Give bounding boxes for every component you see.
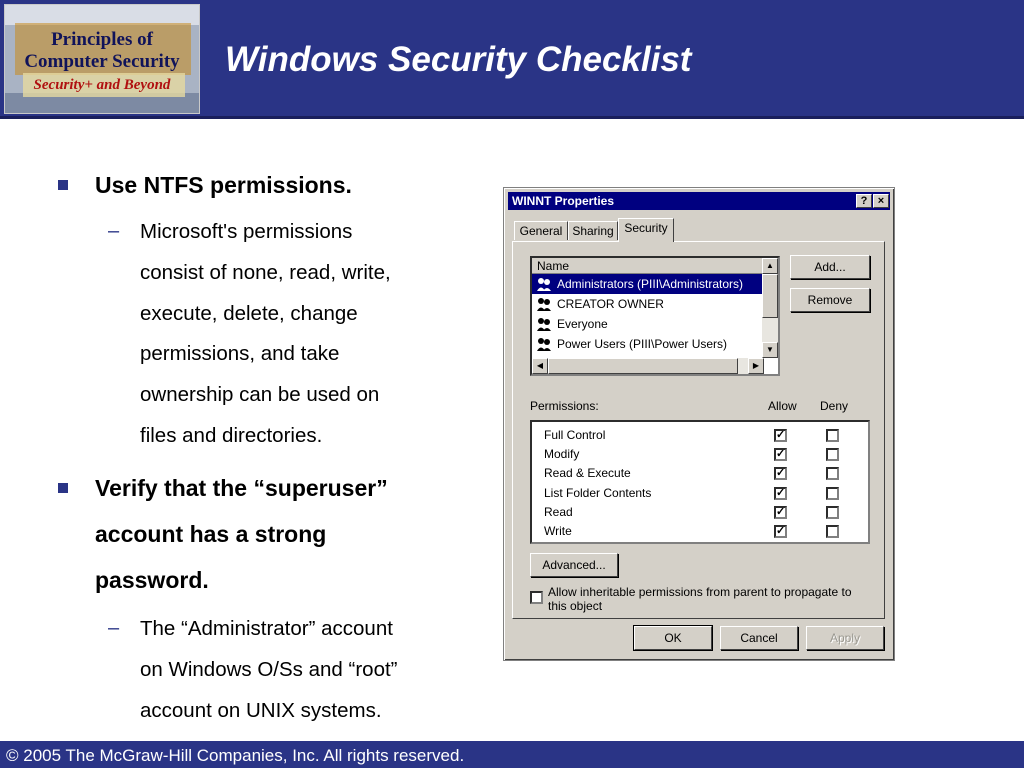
help-button[interactable]: ? xyxy=(856,194,872,208)
scroll-right-arrow-icon[interactable]: ▶ xyxy=(748,358,764,374)
permission-row xyxy=(532,464,868,483)
sub-bullet-1-line: files and directories. xyxy=(140,423,323,447)
column-header-name[interactable]: Name xyxy=(532,258,764,274)
deny-checkbox[interactable] xyxy=(826,467,839,480)
book-logo xyxy=(4,4,200,114)
allow-column-label: Allow xyxy=(768,399,797,413)
user-group-icon xyxy=(536,316,552,332)
advanced-button[interactable]: Advanced... xyxy=(530,553,618,577)
header-divider xyxy=(0,116,1024,119)
list-item[interactable] xyxy=(532,274,764,294)
allow-checkbox[interactable]: ✓ xyxy=(776,525,786,537)
bullet-1-text: Use NTFS permissions. xyxy=(95,172,352,198)
slide-footer xyxy=(0,741,1024,768)
user-group-icon xyxy=(536,296,552,312)
copyright-text: © 2005 The McGraw-Hill Companies, Inc. All rights reserved. xyxy=(6,746,465,765)
sub-bullet-2-line: account on UNIX systems. xyxy=(140,698,382,722)
add-button[interactable]: Add... xyxy=(790,255,870,279)
sub-bullet-2 xyxy=(140,609,485,731)
slide-header xyxy=(0,0,1024,116)
list-item-label: Everyone xyxy=(557,317,608,331)
horizontal-scrollbar[interactable] xyxy=(532,358,764,374)
bullet-2-line: account has a strong xyxy=(95,521,327,547)
sub-bullet-1-line: execute, delete, change xyxy=(140,301,358,325)
scroll-thumb[interactable] xyxy=(762,274,778,318)
scroll-left-arrow-icon[interactable]: ◀ xyxy=(532,358,548,374)
close-button[interactable]: × xyxy=(873,194,889,208)
list-item-label: Power Users (PIII\Power Users) xyxy=(557,337,728,351)
list-item-label: Administrators (PIII\Administrators) xyxy=(557,277,744,291)
logo-line-3: Security+ and Beyond xyxy=(33,77,171,93)
dialog-titlebar[interactable] xyxy=(508,192,890,210)
allow-checkbox[interactable]: ✓ xyxy=(776,429,786,441)
permission-row xyxy=(532,445,868,464)
sub-bullet-1-line: Microsoft's permissions xyxy=(140,220,353,243)
remove-button[interactable]: Remove xyxy=(790,288,870,312)
sub-bullet-1-line: ownership can be used on xyxy=(140,383,380,407)
deny-checkbox[interactable] xyxy=(826,429,839,442)
sub-bullet-dash: – xyxy=(108,617,120,639)
users-listbox[interactable] xyxy=(530,256,780,376)
user-group-icon xyxy=(536,276,552,292)
scroll-up-arrow-icon[interactable]: ▲ xyxy=(762,258,778,274)
vertical-scrollbar[interactable] xyxy=(762,258,778,358)
logo-line-1: Principles of xyxy=(51,29,153,50)
permission-name: Read & Execute xyxy=(544,466,631,481)
sub-bullet-1-line: consist of none, read, write, xyxy=(140,260,391,284)
logo-line-2: Computer Security xyxy=(24,51,180,72)
list-item[interactable] xyxy=(532,314,764,334)
deny-column-label: Deny xyxy=(820,399,849,413)
scroll-down-arrow-icon[interactable]: ▼ xyxy=(762,342,778,358)
apply-button[interactable]: Apply xyxy=(806,626,884,650)
permissions-list xyxy=(530,420,870,544)
permission-name: Full Control xyxy=(544,428,606,442)
permission-row xyxy=(532,503,868,522)
user-group-icon xyxy=(536,336,552,352)
permission-name: Read xyxy=(544,504,573,519)
bullet-marker xyxy=(58,180,68,190)
sub-bullet-2-line: The “Administrator” account xyxy=(140,617,393,640)
list-item[interactable] xyxy=(532,334,764,354)
permission-row xyxy=(532,522,868,541)
properties-dialog xyxy=(503,187,895,661)
sub-bullet-dash: – xyxy=(108,220,120,242)
list-item[interactable] xyxy=(532,294,764,314)
permission-row xyxy=(532,426,868,445)
cancel-button[interactable]: Cancel xyxy=(720,626,798,650)
ok-button[interactable]: OK xyxy=(634,626,712,650)
sub-bullet-1-line: permissions, and take xyxy=(140,342,340,366)
allow-checkbox[interactable]: ✓ xyxy=(776,505,786,518)
slide-title: Windows Security Checklist xyxy=(225,40,692,79)
inherit-permissions-label: Allow inheritable permissions from parent to propagate to this object xyxy=(548,585,852,613)
bullet-2-line: Verify that the “superuser” xyxy=(95,475,388,501)
permission-name: Write xyxy=(544,524,572,538)
deny-checkbox[interactable] xyxy=(826,448,839,461)
sub-bullet-1 xyxy=(140,212,485,457)
bullet-marker xyxy=(58,483,68,493)
deny-checkbox[interactable] xyxy=(826,525,839,538)
permission-name: Modify xyxy=(544,447,580,462)
allow-checkbox[interactable]: ✓ xyxy=(776,486,786,499)
dialog-title: WINNT Properties xyxy=(512,194,615,208)
bullet-2-line: password. xyxy=(95,567,209,593)
inherit-permissions-checkbox[interactable] xyxy=(530,591,543,604)
scroll-thumb[interactable] xyxy=(548,358,738,374)
allow-checkbox[interactable]: ✓ xyxy=(776,467,786,480)
permissions-label: Permissions: xyxy=(530,399,599,413)
permission-row xyxy=(532,484,868,503)
tab-sharing[interactable]: Sharing xyxy=(568,221,618,240)
sub-bullet-2-line: on Windows O/Ss and “root” xyxy=(140,657,398,681)
allow-checkbox[interactable]: ✓ xyxy=(776,448,786,461)
tab-security[interactable]: Security xyxy=(618,218,674,242)
deny-checkbox[interactable] xyxy=(826,506,839,519)
permission-name: List Folder Contents xyxy=(544,485,652,500)
list-item-label: CREATOR OWNER xyxy=(557,297,664,311)
deny-checkbox[interactable] xyxy=(826,487,839,500)
tab-general[interactable]: General xyxy=(514,221,568,240)
bullet-2-text xyxy=(95,465,495,603)
